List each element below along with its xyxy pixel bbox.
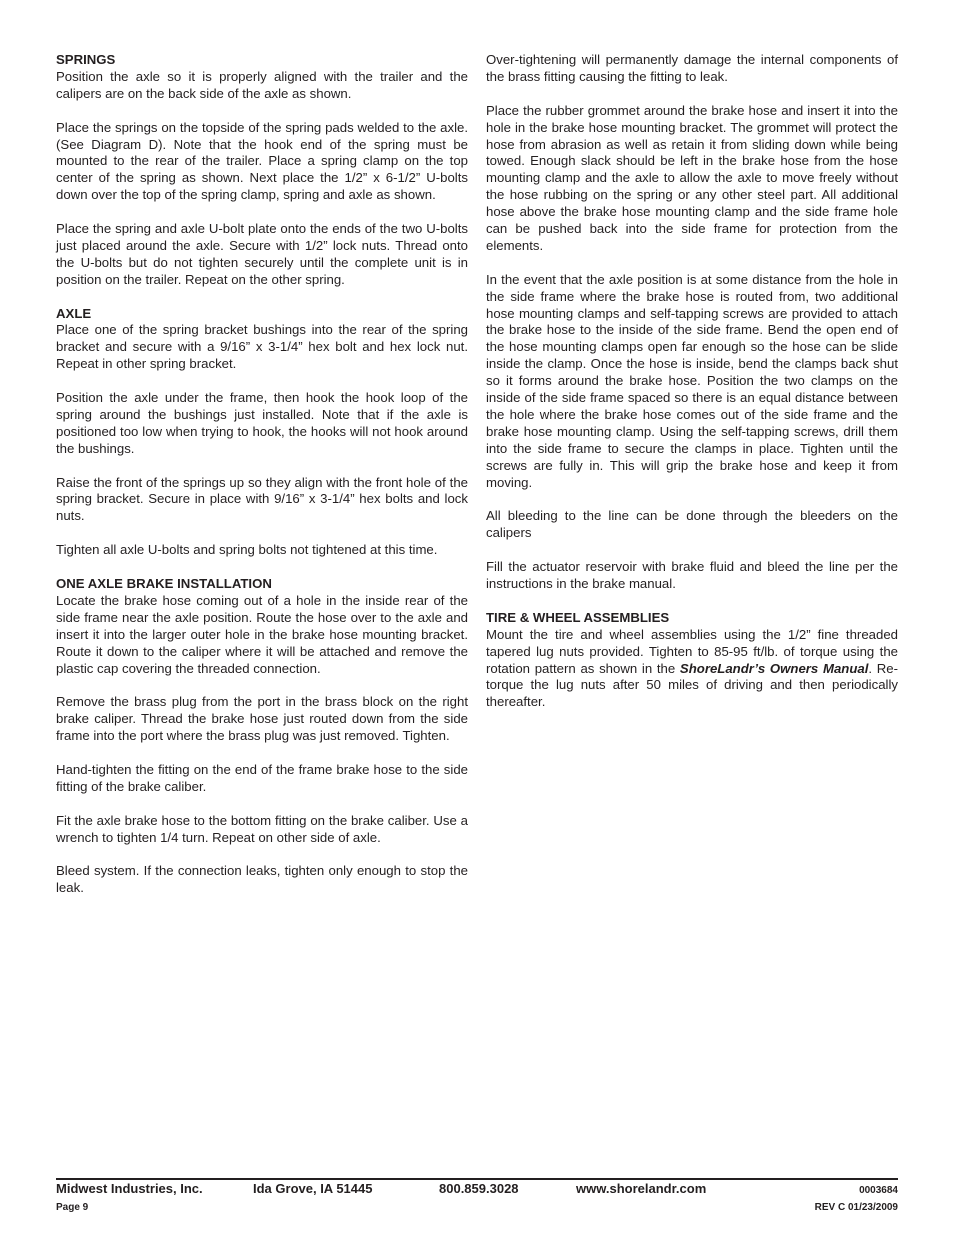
- axle-paragraph-1: Place one of the spring bracket bushings into the rear of the spring bracket and secure with a 9/16” x 3-1/4” hex bolt and hex lock nut. Repeat in other spring bracket.: [56, 322, 468, 372]
- footer-phone: 800.859.3028: [439, 1181, 519, 1196]
- tire-wheel-heading: TIRE & WHEEL ASSEMBLIES: [486, 609, 670, 625]
- tire-text-end: . Re-torque the lug nuts after 50 miles of driving and then periodically thereafter.: [486, 660, 899, 710]
- footer-company: Midwest Industries, Inc.: [56, 1181, 203, 1196]
- right-paragraph-3: In the event that the axle position is at some distance from the hole in the side frame where the brake hose is routed from, two additional hose mounting clamps and self-tapping screws are provided to attach the brake hose to the inside of the side frame. Bend the open end of the hose mounting clamps open far enough so the hose can be slide inside the clamp. Once the hose is inside, bend the clamps back shut so it forms around the brake hose. Position the two clamps on the inside of the side frame spaced so there is an equal distance between the hole where the brake hose comes out of the side frame and the brake hose mounting clamp. Using the self-tapping screws, drill them into the side frame to secure the clamps in place. Tighten until the screws are fully in. This will grip the brake hose and keep it from moving.: [486, 271, 898, 490]
- brake-paragraph-1: Locate the brake hose coming out of a hole in the inside rear of the side frame near the axle position. Route the hose over to the axle and insert it into the larger outer hole in the brake hose mounting bracket. Route it down to the caliper where it will be attached and remove the plastic cap covering the threaded connection.: [56, 592, 468, 676]
- springs-paragraph-1: Position the axle so it is properly aligned with the trailer and the calipers are on the back side of the axle as shown.: [56, 68, 468, 101]
- springs-paragraph-2: Place the springs on the topside of the spring pads welded to the axle. (See Diagram D). Note that the hook end of the spring must be mounted to the rear of the trailer. Place a spring clamp on the top center of the spring as shown. Next place the 1/2” x 6-1/2” U-bolts down over the top of the spring clamp, spring and axle as shown.: [56, 119, 468, 203]
- right-paragraph-4: All bleeding to the line can be done through the bleeders on the calipers: [486, 508, 898, 541]
- brake-paragraph-2: Remove the brass plug from the port in the brass block on the right brake caliper. Thread the brake hose just routed down from the side frame into the port where the brass plug was just removed. Tighten.: [56, 694, 468, 744]
- footer-rule: [56, 1178, 898, 1180]
- axle-paragraph-3: Raise the front of the springs up so they align with the front hole of the spring bracket. Secure in place with 9/16” x 3-1/4” hex bolts and lock nuts.: [56, 474, 468, 524]
- brake-installation-heading: ONE AXLE BRAKE INSTALLATION: [56, 575, 272, 591]
- axle-paragraph-2: Position the axle under the frame, then hook the hook loop of the spring around the bushings just installed. Note that if the axle is positioned too low when trying to hook, the hooks will not hook around the bushings.: [56, 390, 468, 456]
- right-paragraph-2: Place the rubber grommet around the brake hose and insert it into the hole in the brake hose mounting bracket. The grommet will protect the hose from abrasion as well as retain it from sliding down while being towed. Enough slack should be left in the brake hose from the hose mounting clamp and the axle to allow the axle to move freely without the hose rubbing on the spring or any other steel part. All additional hose above the brake hose mounting clamp and the side frame hole can be pushed back into the side frame for protection from the elements.: [486, 102, 898, 253]
- right-paragraph-5: Fill the actuator reservoir with brake fluid and bleed the line per the instructions in the brake manual.: [486, 559, 898, 592]
- axle-paragraph-4: Tighten all axle U-bolts and spring bolts not tightened at this time.: [56, 542, 438, 558]
- footer-revision: REV C 01/23/2009: [814, 1202, 898, 1213]
- axle-heading: AXLE: [56, 305, 92, 321]
- brake-paragraph-5: Bleed system. If the connection leaks, tighten only enough to stop the leak.: [56, 863, 468, 896]
- left-column: [56, 52, 468, 914]
- springs-paragraph-3: Place the spring and axle U-bolt plate onto the ends of the two U-bolts just placed around the axle. Secure with 1/2” lock nuts. Thread onto the U-bolts but do not tighten securely until the complete unit is in position on the trailer. Repeat on the other spring.: [56, 221, 468, 287]
- springs-heading: SPRINGS: [56, 52, 116, 67]
- brake-paragraph-3: Hand-tighten the fitting on the end of the frame brake hose to the side fitting of the brake caliber.: [56, 761, 468, 794]
- footer-doc-number: 0003684: [859, 1185, 898, 1196]
- tire-text-start: Mount the tire and wheel assemblies using the 1/2” fine threaded tapered lug nuts provided. Tighten to 85-95 ft/lb. of torque using the rotation pattern as shown in the: [486, 626, 898, 676]
- right-paragraph-1: Over-tightening will permanently damage the internal components of the brass fitting causing the fitting to leak.: [486, 52, 898, 84]
- right-column: [486, 52, 898, 728]
- footer-page-number: Page 9: [56, 1202, 89, 1213]
- tire-wheel-paragraph: [486, 627, 898, 712]
- owners-manual-title: ShoreLandr’s Owners Manual: [679, 660, 869, 676]
- footer-city: Ida Grove, IA 51445: [253, 1181, 373, 1196]
- brake-paragraph-4: Fit the axle brake hose to the bottom fitting on the brake caliber. Use a wrench to tighten 1/4 turn. Repeat on other side of axle.: [56, 812, 468, 845]
- footer-website: www.shorelandr.com: [576, 1181, 707, 1196]
